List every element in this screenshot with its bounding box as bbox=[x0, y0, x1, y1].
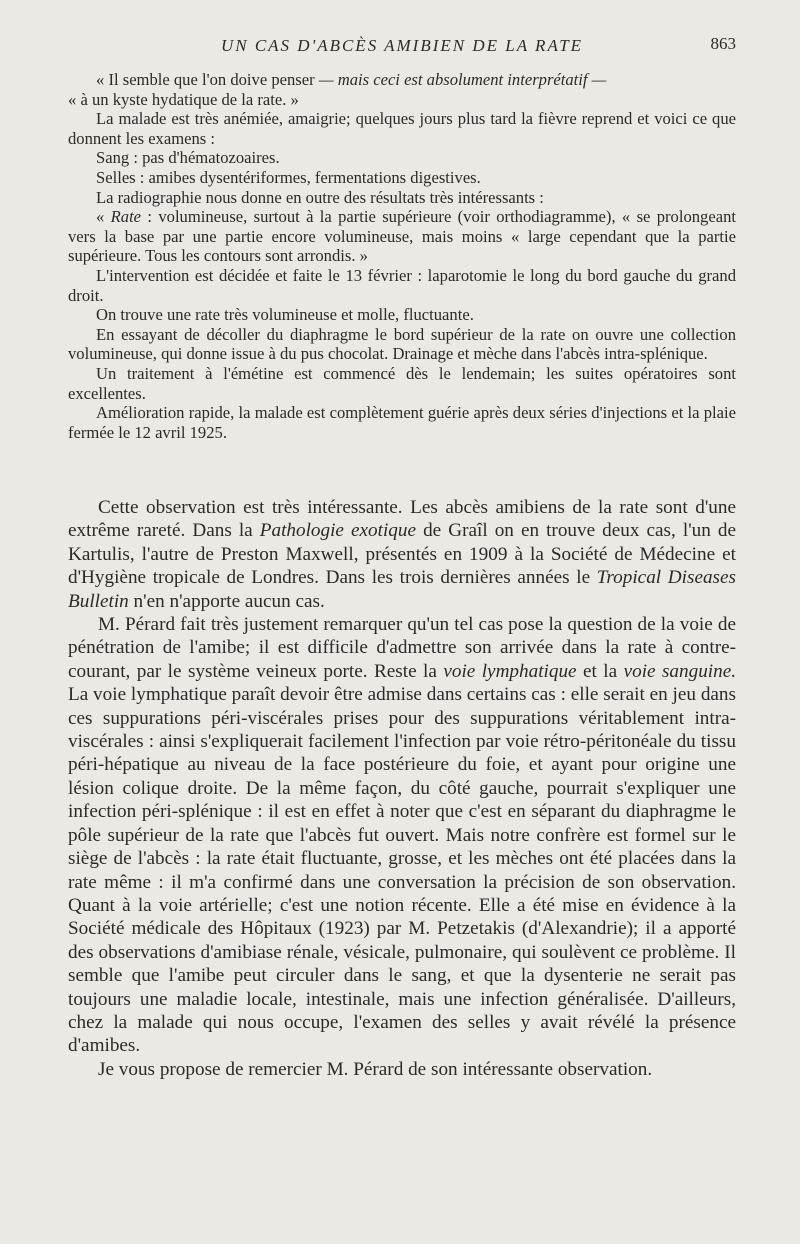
paragraph: La radiographie nous donne en outre des résultats très intéressants : bbox=[96, 187, 544, 207]
paragraph: Selles : amibes dysentériformes, fermentations digestives. bbox=[96, 167, 481, 187]
paragraph: Sang : pas d'hématozoaires. bbox=[96, 148, 280, 168]
paragraph: En essayant de décoller du diaphragme le bord supérieur de la rate on ouvre une collection volumineuse, qui donne issue à du pus chocolat. Drainage et mèche dans l'abcès intra-splénique. bbox=[68, 324, 736, 364]
paragraph: Un traitement à l'émétine est commencé dès le lendemain; les suites opératoires sont excellentes. bbox=[68, 363, 736, 403]
discussion-paragraph-3: Je vous propose de remercier M. Pérard de son intéressante observation. bbox=[98, 1058, 653, 1080]
paragraph: On trouve une rate très volumineuse et molle, fluctuante. bbox=[96, 305, 474, 325]
running-title: UN CAS D'ABCÈS AMIBIEN DE LA RATE bbox=[220, 36, 584, 55]
discussion-paragraph-1: Cette observation est très intéressante. Les abcès amibiens de la rate sont d'une extrême rareté. Dans la Pathologie exotique de Graîl on en trouve deux cas, l'un de Kartulis, l'autre de Preston Maxwell, présentés en 1909 à la Société de Médecine et d'Hygiène tropicale de Londres. Dans les trois dernières années le Tropical Diseases Bulletin n'en n'apporte aucun cas. bbox=[68, 497, 737, 612]
discussion-paragraph-2: M. Pérard fait très justement remarquer qu'un tel cas pose la question de la voie de pénétration de l'amibe; il est difficile d'admettre son arrivée dans la rate à contre-courant, par le système veineux porte. Reste la voie lymphatique et la voie sanguine. La voie lymphatique paraît devoir être admise dans certains cas : elle serait en jeu dans ces suppurations péri-viscérales prises pour des suppurations véritablement intra-viscérales : ainsi s'expliquerait facilement l'infection par voie rétro-péritonéale du tissu péri-hépatique au niveau de la face postérieure du foie, et ayant pour origine une lésion colique droite. De la même façon, du côté gauche, pourrait s'expliquer une infection péri-splénique : il est en effet à noter que c'est en séparant du diaphragme le pôle supérieur de la rate que l'abcès fut ouvert. Mais notre confrère est formel sur le siège de l'abcès : la rate était fluctuante, grosse, et les mèches ont été placées dans la rate même : il m'a confirmé dans une conversation la précision de son observation. Quant à la voie artérielle; c'est une notion récente. Elle a été mise en évidence à la Société médicale des Hôpitaux (1923) par M. Petzetakis (d'Alexandrie); il a apporté des observations d'amibiase rénale, vésicale, pulmonaire, qui soulèvent ce problème. Il semble que l'amibe peut circuler dans le sang, et que la dysenterie ne serait pas toujours une maladie locale, intestinale, mais une infection généralisée. D'ailleurs, chez la malade qui nous occupe, l'examen des selles y avait révélé la présence d'amibes. bbox=[68, 614, 737, 1057]
case-report bbox=[68, 70, 736, 442]
radiography-quote: « Rate : volumineuse, surtout à la partie supérieure (voir orthodiagramme), « se prolongeant vers la base par une partie encore volumineuse, mais moins « large cependant que la partie supérieure. Tous les contours sont arrondis. » bbox=[68, 207, 736, 266]
discussion bbox=[68, 496, 736, 1081]
quote-1: « Il semble que l'on doive penser — mais ceci est absolument interprétatif — bbox=[96, 70, 607, 89]
paragraph: La malade est très anémiée, amaigrie; quelques jours plus tard la fièvre reprend et voici ce que donnent les examens : bbox=[68, 109, 736, 148]
quote-1-end: « à un kyste hydatique de la rate. » bbox=[68, 89, 299, 109]
page-number: 863 bbox=[710, 34, 736, 53]
paragraph: L'intervention est décidée et faite le 13 février : laparotomie le long du bord gauche du grand droit. bbox=[68, 265, 736, 305]
paragraph: Amélioration rapide, la malade est complètement guérie après deux séries d'injections et la plaie fermée le 12 avril 1925. bbox=[68, 403, 736, 442]
